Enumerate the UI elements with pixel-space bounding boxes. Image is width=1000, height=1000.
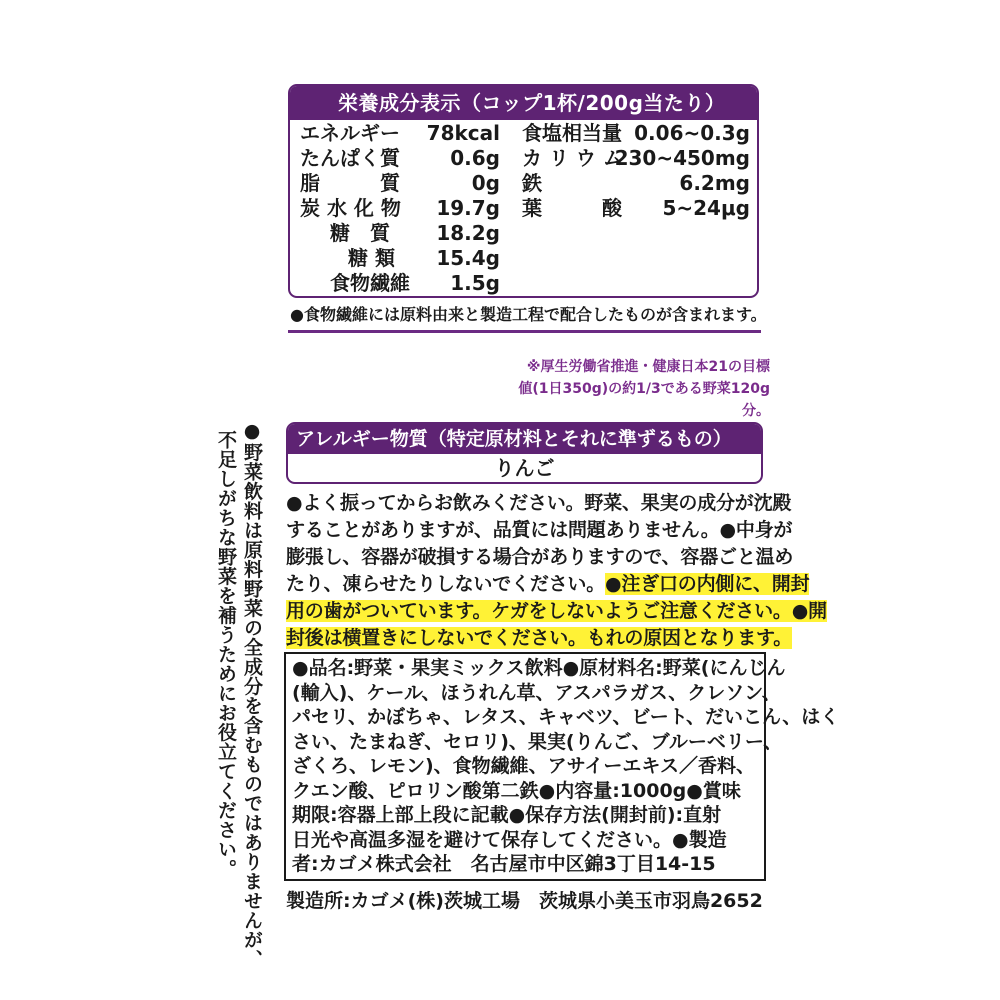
caution-line: することがありますが、品質には問題ありません。●中身が: [286, 519, 793, 541]
health-note-line: 値(1日350g)の約1/3である野菜120g分。: [518, 381, 770, 419]
nutrition-row: [300, 245, 500, 271]
nutrition-row: [522, 145, 750, 171]
nutrition-row: [300, 195, 500, 221]
caution-line: 膨張し、容器が破損する場合がありますので、容器ごと温め: [286, 546, 794, 568]
nutrient-value: 78kcal: [426, 121, 500, 145]
nutrient-value: 18.2g: [436, 221, 500, 245]
nutrition-header: 栄養成分表示（コップ1杯/200g当たり）: [290, 86, 757, 120]
vertical-note-col2: 不足しがちな野菜を補うためにお役立てください。: [215, 430, 237, 879]
nutrient-value: 1.5g: [450, 271, 500, 295]
product-info: [284, 652, 840, 881]
nutrient-label: カ リ ウ ム: [522, 146, 623, 170]
nutrition-row: [300, 270, 500, 296]
nutrient-value: 19.7g: [436, 196, 500, 220]
nutrient-label: 炭 水 化 物: [300, 196, 401, 220]
nutrition-row: [522, 195, 750, 221]
nutrient-label: たんぱく質: [300, 146, 400, 170]
caution-text: [286, 490, 827, 652]
caution-line: [286, 598, 827, 625]
manufacturer-address: 製造所:カゴメ(株)茨城工場 茨城県小美玉市羽鳥2652: [286, 890, 763, 912]
info-line: (輸入)、ケール、ほうれん草、アスパラガス、クレソン、: [292, 681, 781, 704]
info-line: ざくろ、レモン)、食物繊維、アサイーエキス／香料、: [292, 755, 755, 777]
nutrition-row: [300, 145, 500, 171]
nutrient-label: エネルギー: [300, 121, 400, 145]
nutrient-label: 食塩相当量: [522, 121, 622, 145]
caution-line: ●よく振ってからお飲みください。野菜、果実の成分が沈殿: [286, 492, 792, 514]
divider: [288, 330, 761, 333]
caution-line: [286, 625, 793, 652]
nutrition-row: [300, 170, 500, 196]
nutrition-row: [300, 220, 500, 246]
nutrient-value: 0.6g: [450, 146, 500, 170]
info-line: 日光や高温多湿を避けて保存してください。●製造: [292, 828, 727, 851]
nutrition-row: [522, 120, 750, 146]
vertical-note-col1: ●野菜飲料は原料野菜の全成分を含むものではありませんが、: [241, 420, 263, 969]
allergen-value: りんご: [494, 456, 555, 480]
nutrient-value: 0.06~0.3g: [634, 121, 750, 145]
nutrient-label: 鉄: [522, 171, 542, 195]
nutrient-value: 0g: [471, 171, 500, 195]
caution-line: [286, 571, 810, 598]
nutrient-value: 5~24μg: [662, 196, 750, 220]
info-line: 者:カゴメ株式会社 名古屋市中区錦3丁目14-15: [292, 853, 716, 875]
allergen-header: アレルギー物質（特定原材料とそれに準ずるもの）: [288, 424, 761, 454]
info-line: さい、たまねぎ、セロリ)、果実(りんご、ブルーベリー、: [292, 730, 783, 753]
nutrient-value: 6.2mg: [679, 171, 750, 195]
health-note-line: ※厚生労働省推進・健康日本21の目標: [526, 359, 770, 375]
fiber-note: ●食物繊維には原料由来と製造工程で配合したものが含まれます。: [290, 305, 767, 324]
info-line: クエン酸、ピロリン酸第二鉄●内容量:1000g●賞味: [292, 779, 741, 802]
health-note: [498, 356, 770, 422]
nutrient-label: 食物繊維: [330, 271, 410, 295]
nutrient-value: 230~450mg: [614, 146, 750, 170]
nutrition-row: [522, 170, 750, 196]
nutrition-table: [288, 84, 759, 298]
nutrient-value: 15.4g: [436, 246, 500, 270]
nutrient-label: 葉 酸: [522, 196, 622, 220]
caution-plain: たり、凍らせたりしないでください。: [286, 573, 606, 595]
caution-highlight: 用の歯がついています。ケガをしないようご注意ください。●開: [286, 600, 827, 622]
nutrient-label: 糖 類: [348, 246, 395, 270]
info-line: パセリ、かぼちゃ、レタス、キャベツ、ビート、だいこん、はく: [292, 706, 840, 728]
nutrition-row: [300, 120, 500, 146]
caution-highlight: 封後は横置きにしないでください。もれの原因となります。: [286, 627, 793, 649]
info-line: ●品名:野菜・果実ミックス飲料●原材料名:野菜(にんじん: [292, 657, 786, 679]
caution-highlight: ●注ぎ口の内側に、開封: [605, 573, 810, 595]
nutrient-label: 脂 質: [300, 171, 400, 195]
info-line: 期限:容器上部上段に記載●保存方法(開封前):直射: [292, 804, 722, 826]
allergen-table: [286, 422, 763, 484]
nutrient-label: 糖 質: [330, 221, 390, 245]
